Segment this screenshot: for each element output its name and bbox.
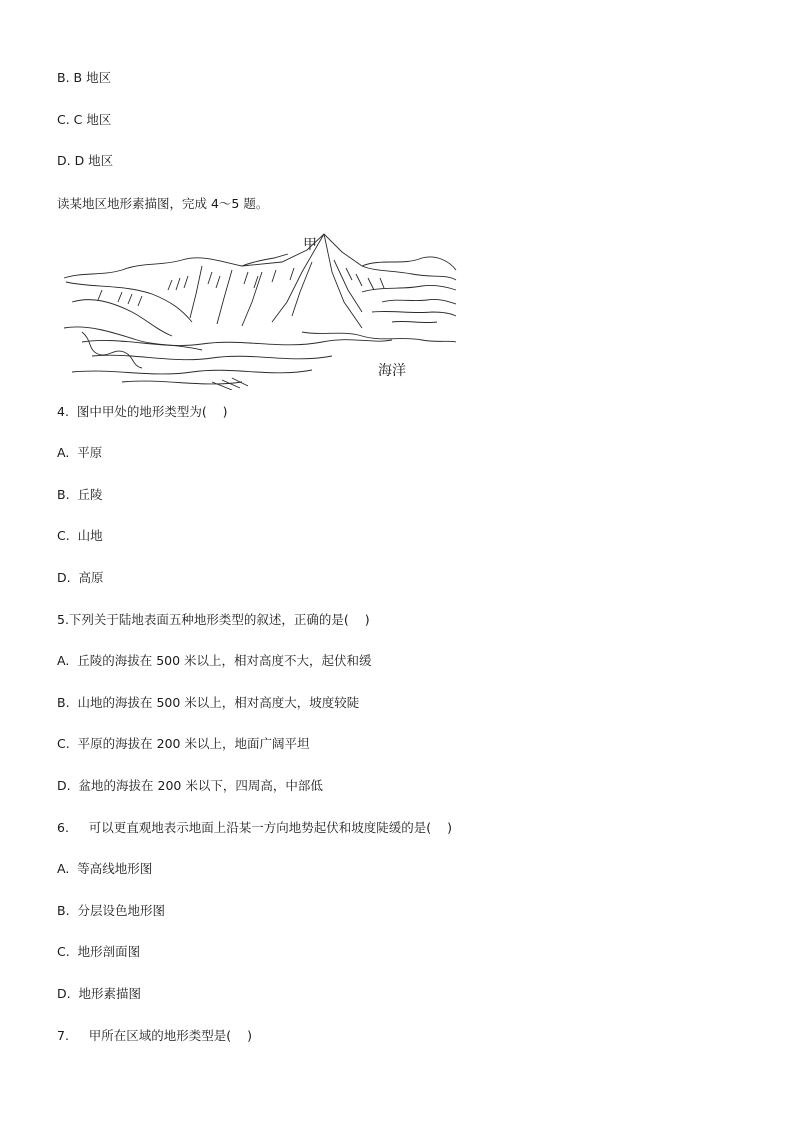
- q4-stem: 4. 图中甲处的地形类型为( ): [57, 404, 228, 419]
- q3-option-b: B. B 地区: [57, 70, 112, 85]
- q6-option-a: A. 等高线地形图: [57, 861, 153, 876]
- q4-option-c: C. 山地: [57, 528, 103, 543]
- sea-label: 海洋: [378, 363, 406, 379]
- q5-option-b: B. 山地的海拔在 500 米以上，相对高度大，坡度较陡: [57, 695, 360, 710]
- q5-stem: 5.下列关于陆地表面五种地形类型的叙述，正确的是( ): [57, 612, 370, 627]
- q7-stem: 7. 甲所在区域的地形类型是( ): [57, 1028, 252, 1043]
- q3-option-c: C. C 地区: [57, 112, 112, 127]
- peak-label: 甲: [303, 237, 317, 253]
- intro-text: 读某地区地形素描图，完成 4～5 题。: [57, 196, 269, 211]
- q3-option-d: D. D 地区: [57, 153, 114, 168]
- q4-option-d: D. 高原: [57, 570, 104, 585]
- q6-option-d: D. 地形素描图: [57, 986, 142, 1001]
- q6-option-b: B. 分层设色地形图: [57, 903, 165, 918]
- q6-option-c: C. 地形剖面图: [57, 944, 141, 959]
- q5-option-d: D. 盆地的海拔在 200 米以下，四周高，中部低: [57, 778, 323, 793]
- q6-stem: 6. 可以更直观地表示地面上沿某一方向地势起伏和坡度陡缓的是( ): [57, 820, 452, 835]
- q5-option-c: C. 平原的海拔在 200 米以上，地面广阔平坦: [57, 736, 310, 751]
- q5-option-a: A. 丘陵的海拔在 500 米以上，相对高度不大，起伏和缓: [57, 653, 372, 668]
- q4-option-a: A. 平原: [57, 445, 103, 460]
- q4-option-b: B. 丘陵: [57, 487, 103, 502]
